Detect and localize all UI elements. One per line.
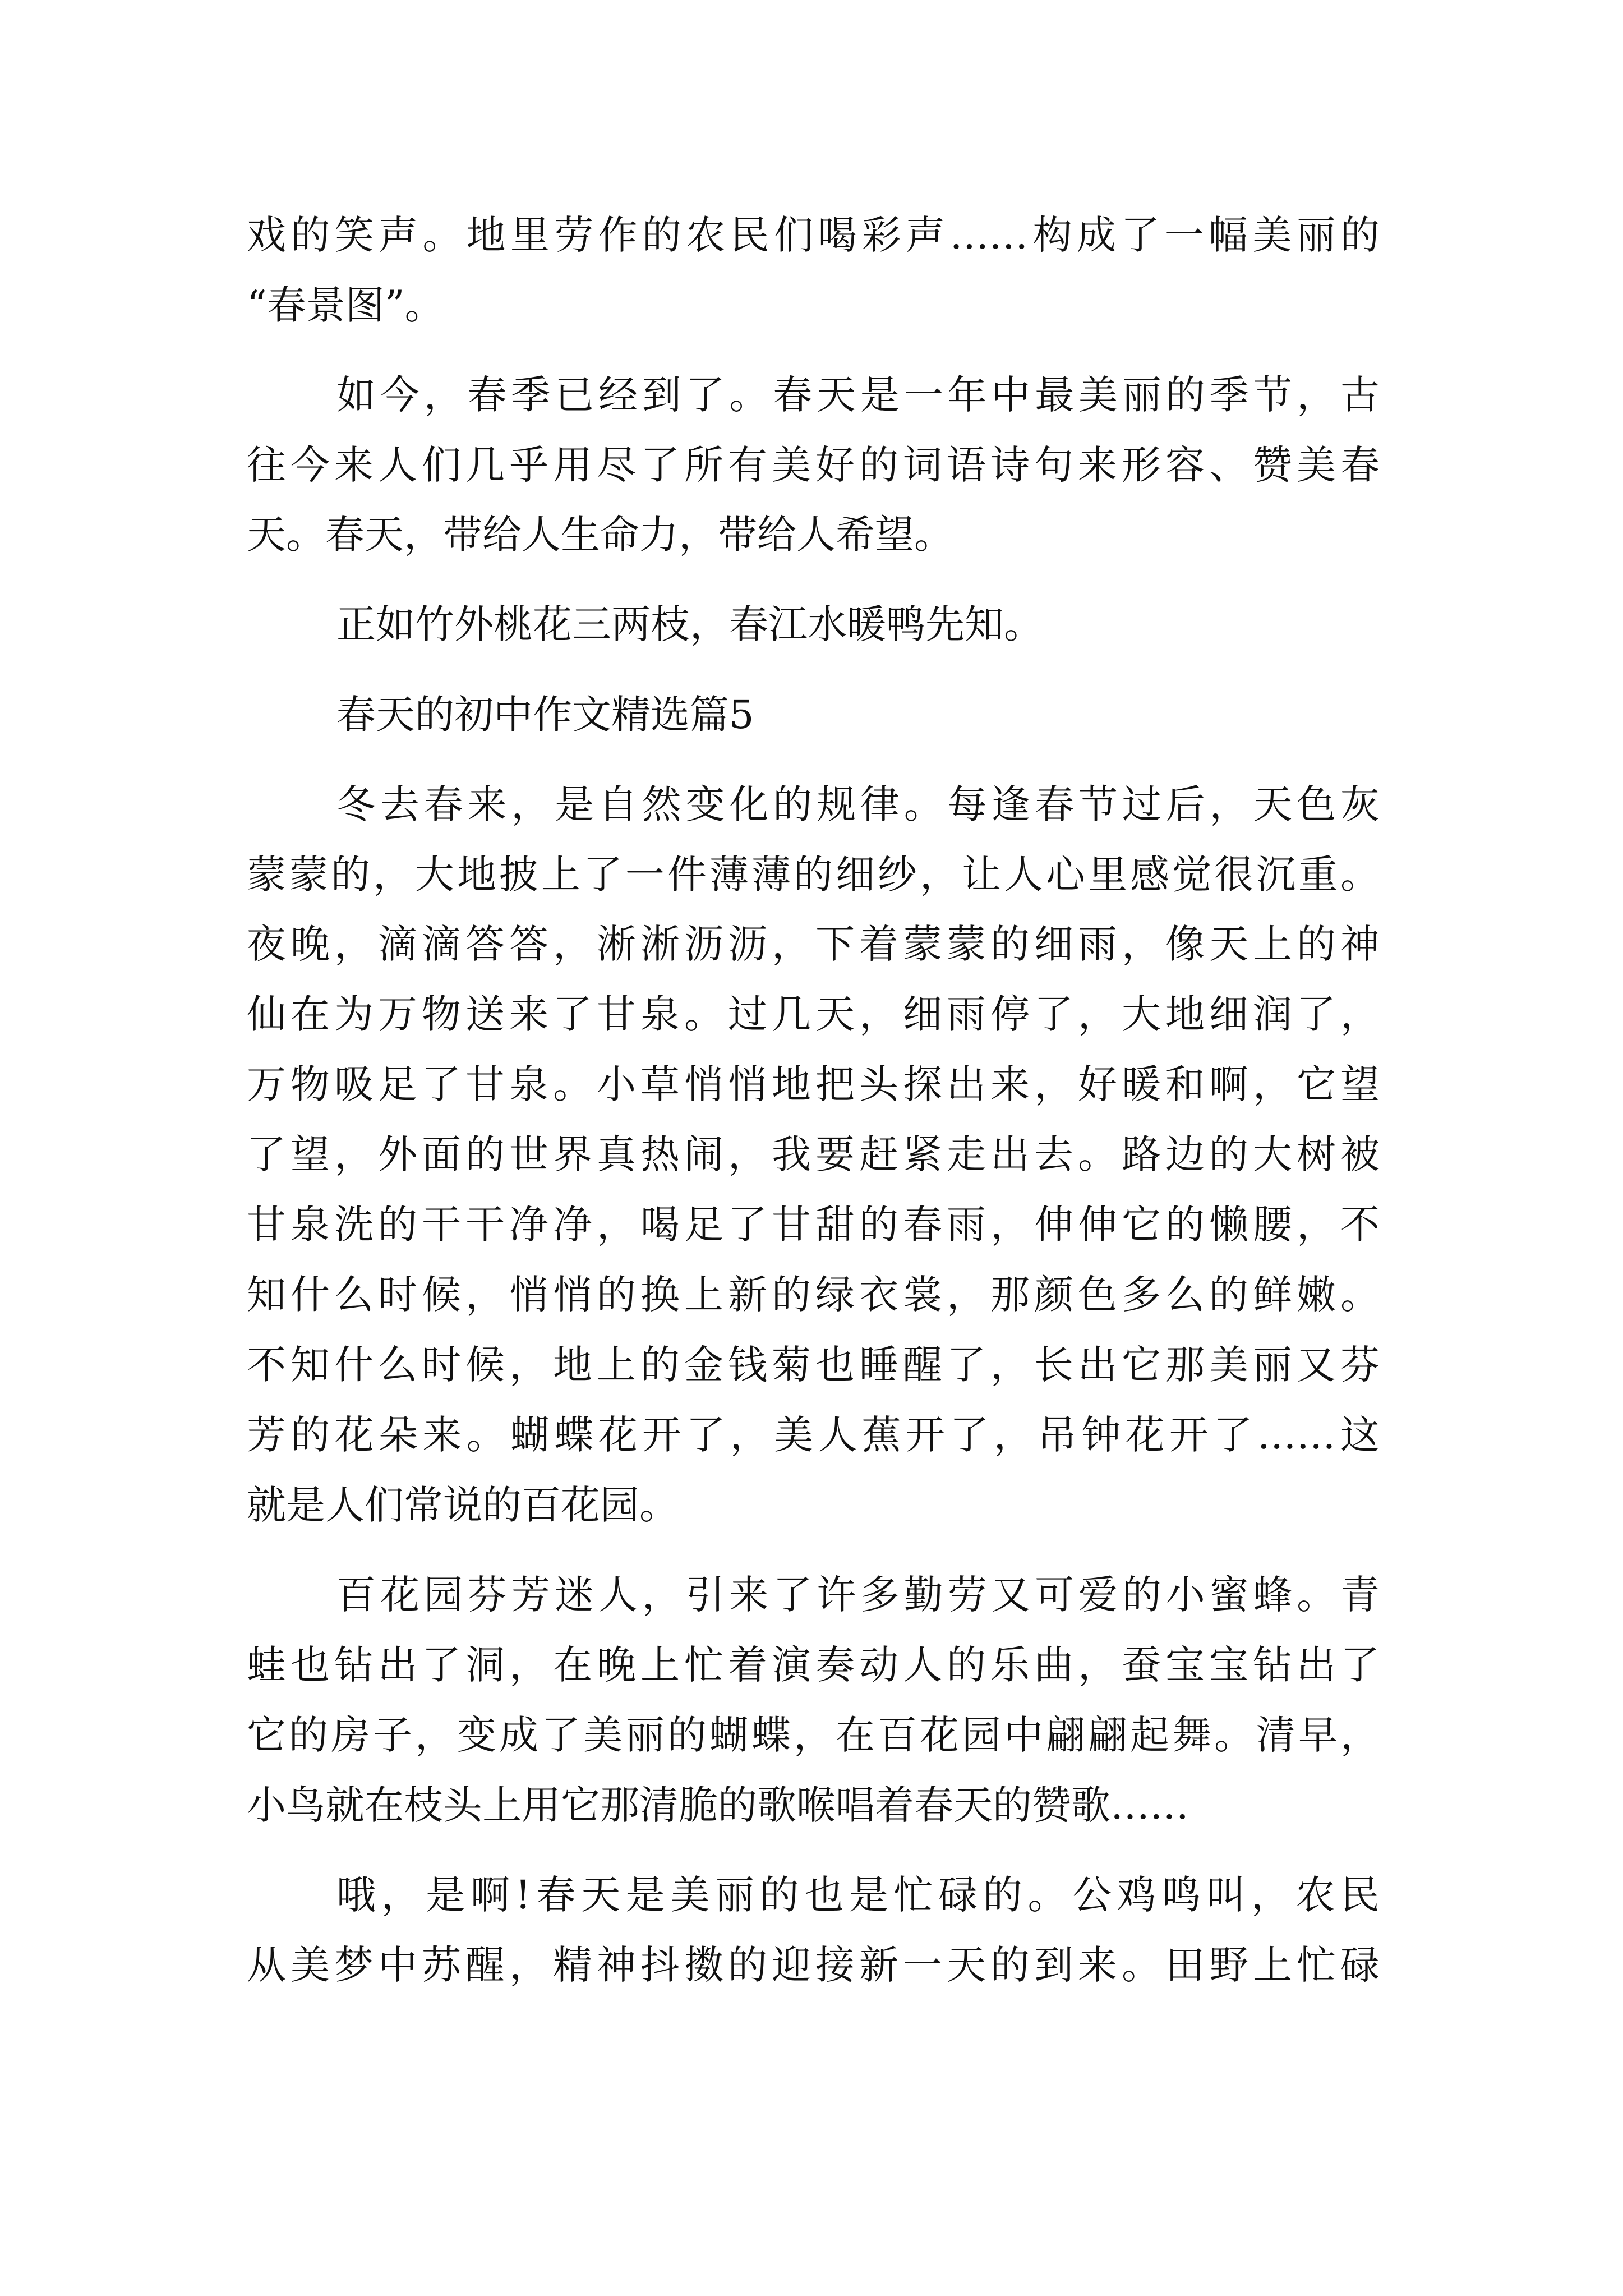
text-line: 蛙也钻出了洞，在晚上忙着演奏动人的乐曲，蚕宝宝钻出了 [247,1642,1380,1688]
text-line: 戏的笑声。地里劳作的农民们喝彩声……构成了一幅美丽的 [247,212,1380,258]
text-line: 不知什么时候，地上的金钱菊也睡醒了，长出它那美丽又芬 [247,1342,1380,1388]
text-line: 小鸟就在枝头上用它那清脆的歌喉唱着春天的赞歌…… [247,1782,1189,1828]
text-line: 芳的花朵来。蝴蝶花开了，美人蕉开了，吊钟花开了……这 [247,1412,1380,1458]
text-line: 了望，外面的世界真热闹，我要赶紧走出去。路边的大树被 [247,1131,1380,1177]
text-line: 往今来人们几乎用尽了所有美好的词语诗句来形容、赞美春 [247,442,1380,488]
text-line: 就是人们常说的百花园。 [247,1482,679,1528]
text-line: 从美梦中苏醒，精神抖擞的迎接新一天的到来。田野上忙碌 [247,1942,1380,1988]
text-line: 夜晚，滴滴答答，淅淅沥沥，下着蒙蒙的细雨，像天上的神 [247,921,1380,967]
text-line: 仙在为万物送来了甘泉。过几天，细雨停了，大地细润了， [247,991,1380,1037]
text-line: 万物吸足了甘泉。小草悄悄地把头探出来，好暖和啊，它望 [247,1061,1380,1107]
text-line: 正如竹外桃花三两枝，春江水暖鸭先知。 [336,601,1043,647]
text-line: “春景图”。 [247,282,444,328]
text-line: 哦，是啊!春天是美丽的也是忙碌的。公鸡鸣叫，农民 [336,1872,1380,1918]
text-line: 如今，春季已经到了。春天是一年中最美丽的季节，古 [336,372,1380,418]
text-line: 它的房子，变成了美丽的蝴蝶，在百花园中翩翩起舞。清早， [247,1712,1380,1758]
text-line: 冬去春来，是自然变化的规律。每逢春节过后，天色灰 [336,781,1380,827]
text-line: 甘泉洗的干干净净，喝足了甘甜的春雨，伸伸它的懒腰，不 [247,1202,1380,1248]
text-line: 天。春天，带给人生命力，带给人希望。 [247,512,953,558]
text-line: 蒙蒙的，大地披上了一件薄薄的细纱，让人心里感觉很沉重。 [247,852,1380,898]
text-line: 知什么时候，悄悄的换上新的绿衣裳，那颜色多么的鲜嫩。 [247,1272,1380,1318]
section-heading: 春天的初中作文精选篇5 [336,692,754,738]
text-line: 百花园芬芳迷人，引来了许多勤劳又可爱的小蜜蜂。青 [336,1572,1380,1618]
